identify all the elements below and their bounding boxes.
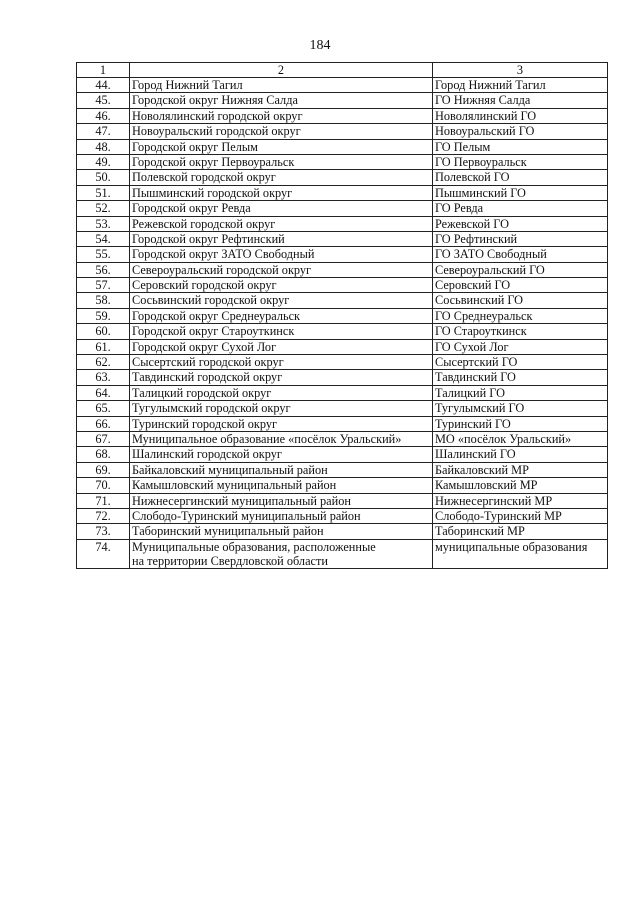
row-number: 65. — [77, 401, 130, 416]
row-number: 71. — [77, 493, 130, 508]
row-name: Байкаловский муниципальный район — [130, 462, 433, 477]
row-number: 50. — [77, 170, 130, 185]
table-row — [77, 416, 608, 431]
row-name: Полевской городской округ — [130, 170, 433, 185]
row-name: Пышминский городской округ — [130, 185, 433, 200]
row-name: Городской округ Нижняя Салда — [130, 93, 433, 108]
row-name: Город Нижний Тагил — [130, 78, 433, 93]
row-short-name: Полевской ГО — [433, 170, 608, 185]
row-number: 60. — [77, 324, 130, 339]
row-name: Городской округ Ревда — [130, 201, 433, 216]
row-number: 48. — [77, 139, 130, 154]
row-name: Городской округ Староуткинск — [130, 324, 433, 339]
row-number: 57. — [77, 278, 130, 293]
row-name: Режевской городской округ — [130, 216, 433, 231]
row-name: Серовский городской округ — [130, 278, 433, 293]
table-row — [77, 385, 608, 400]
table-row — [77, 278, 608, 293]
row-name: Городской округ ЗАТО Свободный — [130, 247, 433, 262]
page-number: 184 — [309, 38, 331, 53]
table-row — [77, 139, 608, 154]
table-header-row — [77, 63, 608, 78]
row-short-name: ГО Нижняя Салда — [433, 93, 608, 108]
table-row — [77, 247, 608, 262]
column-header-number: 1 — [77, 63, 130, 78]
row-short-name: Новоуральский ГО — [433, 124, 608, 139]
row-short-name: Байкаловский МР — [433, 462, 608, 477]
row-number: 62. — [77, 355, 130, 370]
row-number: 49. — [77, 154, 130, 169]
table-row — [77, 493, 608, 508]
table-row — [77, 154, 608, 169]
row-number: 74. — [77, 539, 130, 568]
row-short-name: Североуральский ГО — [433, 262, 608, 277]
row-short-name: ГО Сухой Лог — [433, 339, 608, 354]
row-name: Слободо-Туринский муниципальный район — [130, 508, 433, 523]
row-number: 58. — [77, 293, 130, 308]
row-number: 61. — [77, 339, 130, 354]
row-name: Камышловский муниципальный район — [130, 478, 433, 493]
table-row — [77, 447, 608, 462]
row-number: 70. — [77, 478, 130, 493]
row-short-name: Пышминский ГО — [433, 185, 608, 200]
row-number: 52. — [77, 201, 130, 216]
row-name: Талицкий городской округ — [130, 385, 433, 400]
row-short-name: ГО ЗАТО Свободный — [433, 247, 608, 262]
row-short-name: муниципальные образования — [433, 539, 608, 568]
row-name: Городской округ Среднеуральск — [130, 308, 433, 323]
row-number: 45. — [77, 93, 130, 108]
row-number: 44. — [77, 78, 130, 93]
row-number: 72. — [77, 508, 130, 523]
row-number: 56. — [77, 262, 130, 277]
row-short-name: Талицкий ГО — [433, 385, 608, 400]
table-row — [77, 262, 608, 277]
row-number: 59. — [77, 308, 130, 323]
table-row — [77, 370, 608, 385]
table-row — [77, 539, 608, 568]
table-row — [77, 324, 608, 339]
row-number: 46. — [77, 108, 130, 123]
row-number: 66. — [77, 416, 130, 431]
table-row — [77, 478, 608, 493]
row-short-name: ГО Ревда — [433, 201, 608, 216]
row-name: Городской округ Рефтинский — [130, 231, 433, 246]
row-number: 47. — [77, 124, 130, 139]
row-short-name: ГО Среднеуральск — [433, 308, 608, 323]
table-row — [77, 339, 608, 354]
row-short-name: Таборинский МР — [433, 524, 608, 539]
row-short-name: ГО Рефтинский — [433, 231, 608, 246]
row-short-name: Тугулымский ГО — [433, 401, 608, 416]
row-number: 63. — [77, 370, 130, 385]
row-short-name: МО «посёлок Уральский» — [433, 431, 608, 446]
row-short-name: Тавдинский ГО — [433, 370, 608, 385]
table-row — [77, 308, 608, 323]
row-name-line: Муниципальные образования, расположенные — [132, 539, 376, 554]
row-short-name: Режевской ГО — [433, 216, 608, 231]
table-row — [77, 462, 608, 477]
row-short-name: Сосьвинский ГО — [433, 293, 608, 308]
table-row — [77, 201, 608, 216]
row-short-name: Слободо-Туринский МР — [433, 508, 608, 523]
row-number: 68. — [77, 447, 130, 462]
row-short-name: Город Нижний Тагил — [433, 78, 608, 93]
row-short-name: Шалинский ГО — [433, 447, 608, 462]
row-number: 73. — [77, 524, 130, 539]
row-short-name: Нижнесергинский МР — [433, 493, 608, 508]
table-row — [77, 231, 608, 246]
row-short-name: Сысертский ГО — [433, 355, 608, 370]
table-row — [77, 355, 608, 370]
table-row — [77, 78, 608, 93]
row-name: Нижнесергинский муниципальный район — [130, 493, 433, 508]
row-short-name: ГО Пелым — [433, 139, 608, 154]
row-name: Городской округ Первоуральск — [130, 154, 433, 169]
row-name: Городской округ Пелым — [130, 139, 433, 154]
row-name: Тавдинский городской округ — [130, 370, 433, 385]
row-name: Новолялинский городской округ — [130, 108, 433, 123]
row-name-line: на территории Свердловской области — [132, 553, 328, 568]
table-row — [77, 508, 608, 523]
table-row — [77, 108, 608, 123]
row-name — [130, 539, 433, 568]
table-row — [77, 431, 608, 446]
table-row — [77, 124, 608, 139]
row-name: Новоуральский городской округ — [130, 124, 433, 139]
table-row — [77, 170, 608, 185]
table-row — [77, 293, 608, 308]
table-row — [77, 216, 608, 231]
row-short-name: Новолялинский ГО — [433, 108, 608, 123]
row-number: 54. — [77, 231, 130, 246]
row-number: 64. — [77, 385, 130, 400]
row-short-name: Камышловский МР — [433, 478, 608, 493]
row-number: 69. — [77, 462, 130, 477]
row-name: Сосьвинский городской округ — [130, 293, 433, 308]
row-short-name: Серовский ГО — [433, 278, 608, 293]
row-number: 51. — [77, 185, 130, 200]
row-name: Городской округ Сухой Лог — [130, 339, 433, 354]
table-row — [77, 93, 608, 108]
row-name: Таборинский муниципальный район — [130, 524, 433, 539]
row-name: Муниципальное образование «посёлок Уральский» — [130, 431, 433, 446]
row-short-name: Туринский ГО — [433, 416, 608, 431]
row-name: Североуральский городской округ — [130, 262, 433, 277]
table-row — [77, 524, 608, 539]
table-row — [77, 401, 608, 416]
municipalities-table — [76, 62, 608, 569]
row-name: Тугулымский городской округ — [130, 401, 433, 416]
row-short-name: ГО Староуткинск — [433, 324, 608, 339]
row-short-name: ГО Первоуральск — [433, 154, 608, 169]
row-number: 53. — [77, 216, 130, 231]
row-name: Шалинский городской округ — [130, 447, 433, 462]
row-number: 55. — [77, 247, 130, 262]
table-row — [77, 185, 608, 200]
row-name: Сысертский городской округ — [130, 355, 433, 370]
column-header-short-name: 3 — [433, 63, 608, 78]
row-name: Туринский городской округ — [130, 416, 433, 431]
row-number: 67. — [77, 431, 130, 446]
column-header-name: 2 — [130, 63, 433, 78]
